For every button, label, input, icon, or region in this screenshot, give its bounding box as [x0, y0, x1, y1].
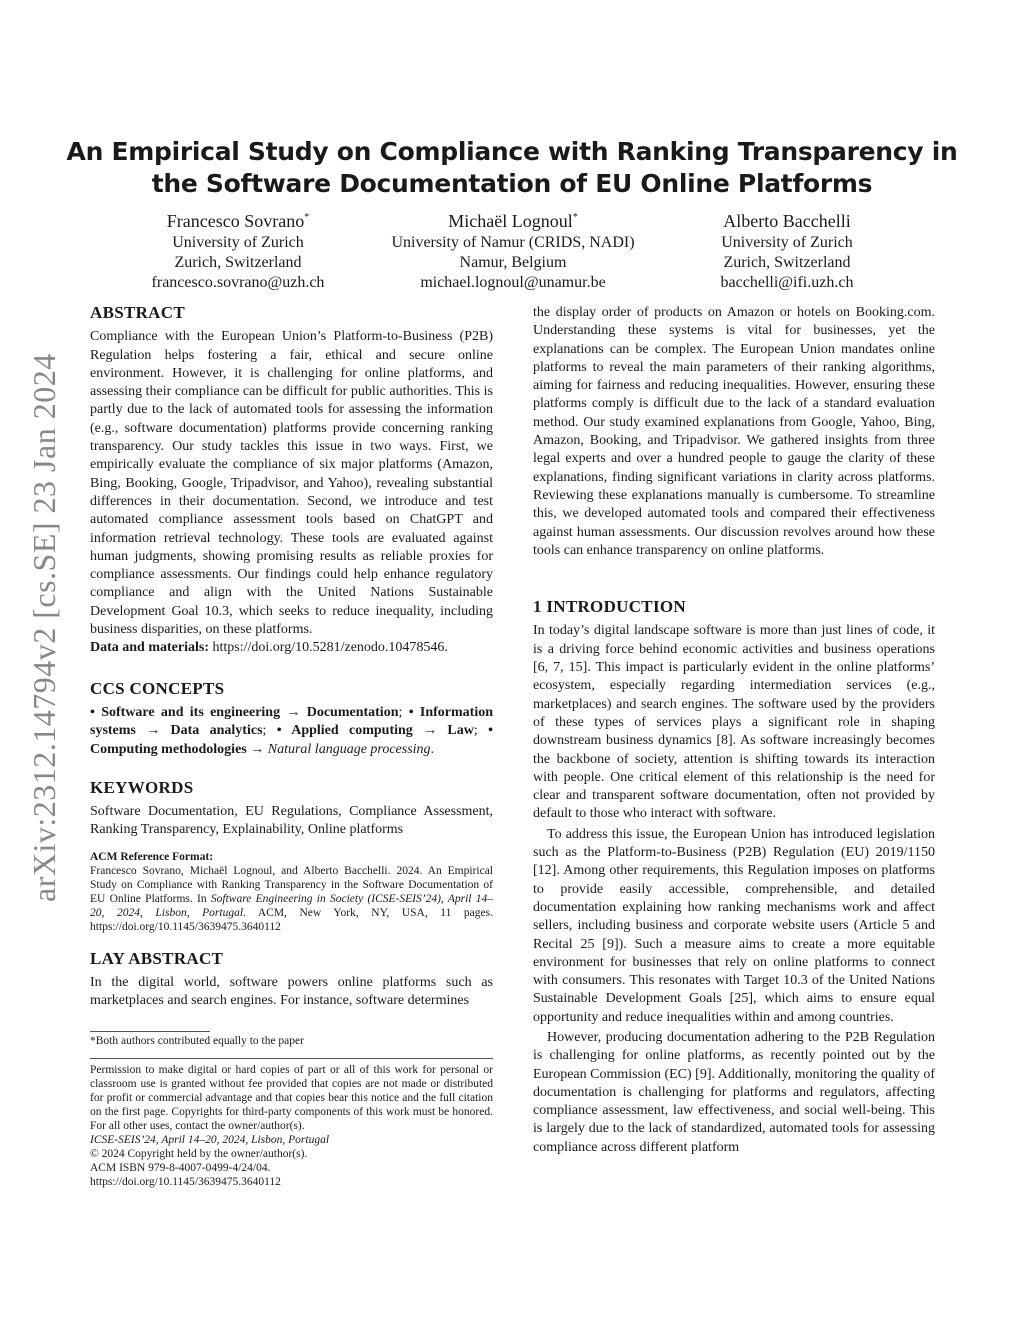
lay-abstract-heading: LAY ABSTRACT: [90, 948, 224, 968]
acm-reference-text: Francesco Sovrano, Michaël Lognoul, and Alberto Bacchelli. 2024. An Empirical Study on Compliance with Ranking Transparency in the Software Documentation of EU Online Platforms. In Software Engineering in Society (ICSE-SEIS’24), April 14–20, 2024, Lisbon, Portugal. ACM, New York, NY, USA, 11 pages. https://doi.org/10.1145/3639475.3640112: [90, 864, 494, 933]
intro-paragraph-1: In today’s digital landscape software is more than just lines of code, it is a driving force behind economic activities and business operations [6, 7, 15]. This impact is particularly evident in the online platforms’ ecosystem, especially regarding intermediation services (e.g., marketplaces) and search engines. The software used by the providers of these types of services plays a significant role in shaping downstream business dynamics [8]. As software increasingly becomes the backbone of society, attention is shifting towards its interaction with people. One critical element of this relationship is the need for clear and transparent software documentation, often not provided by default to those who interact with software.: [533, 623, 935, 822]
arxiv-identifier: arXiv:2312.14794v2 [cs.SE] 23 Jan 2024: [26, 353, 62, 902]
author-email[interactable]: francesco.sovrano@uzh.ch: [151, 274, 325, 291]
right-column: [533, 304, 935, 1157]
title-line-2: the Software Documentation of EU Online Platforms: [151, 169, 873, 198]
footnote: *Both authors contributed equally to the paper: [90, 1035, 304, 1047]
author-name: Alberto Bacchelli: [723, 211, 851, 231]
author-location: Zurich, Switzerland: [723, 254, 851, 271]
author-block-2: [372, 210, 654, 293]
lay-abstract-text-continued: the display order of products on Amazon or hotels on Booking.com. Understanding these systems is vital for businesses, yet the explanations can be complex. The European Union mandates online platforms to reveal the main parameters of their ranking algorithms, aiming for fairness and reducing inequalities. However, ensuring these platforms comply is difficult due to the lack of a standard evaluation method. Our study examined explanations from Google, Yahoo, Bing, Amazon, Booking, and Tripadvisor. We gathered insights from three legal experts and over a hundred people to gauge the clarity of these explanations, finding significant variations in clarity across platforms. Reviewing these explanations manually is cumbersome. To streamline this, we developed automated tools and compared their effectiveness against human assessments. Our discussion revolves around how these tools can enhance transparency on online platforms.: [533, 305, 935, 558]
paper-title: [60, 136, 964, 200]
author-email[interactable]: bacchelli@ifi.uzh.ch: [720, 274, 854, 291]
author-name: Michaël Lognoul*: [448, 211, 578, 231]
permission-rule: [90, 1058, 493, 1059]
abstract-heading: ABSTRACT: [90, 303, 185, 322]
author-block-1: [118, 210, 358, 293]
author-location: Namur, Belgium: [459, 254, 567, 271]
data-availability: [90, 639, 493, 657]
left-column: [90, 304, 493, 1011]
author-affiliation: University of Zurich: [721, 234, 853, 251]
keywords-heading: KEYWORDS: [90, 777, 194, 797]
data-label: Data and materials:: [90, 640, 209, 656]
isbn: ACM ISBN 979-8-4007-0499-4/24/04.: [90, 1162, 271, 1174]
author-block-3: [682, 210, 892, 293]
data-url[interactable]: https://doi.org/10.5281/zenodo.10478546.: [212, 640, 448, 656]
abstract-text: Compliance with the European Union’s Platform-to-Business (P2B) Regulation helps fostering a fair, ethical and secure online environment. However, it is challenging for online platforms, and assessing their compliance can be difficult for public authorities. This is partly due to the lack of automated tools for assessing the information (e.g., software documentation) platforms provide concerning ranking transparency. Our study tackles this issue in two ways. First, we empirically evaluate the compliance of six major platforms (Amazon, Bing, Booking, Google, Tripadvisor, and Yahoo), revealing substantial differences in their documentation. Second, we introduce and test automated compliance assessment tools based on ChatGPT and information retrieval technology. These tools are evaluated against human judgments, showing promising results as reliable proxies for compliance assessments. Our findings could help enhance regulatory compliance and align with the United Nations Sustainable Development Goal 10.3, which seeks to reduce inequality, including business disparities, on these platforms.: [90, 329, 493, 638]
author-affiliation: University of Namur (CRIDS, NADI): [391, 234, 635, 251]
ccs-heading: CCS CONCEPTS: [90, 678, 225, 698]
lay-abstract-text-start: In the digital world, software powers online platforms such as marketplaces and search engines. For instance, software determines: [90, 975, 493, 1009]
title-line-1: An Empirical Study on Compliance with Ranking Transparency in: [66, 137, 958, 166]
author-location: Zurich, Switzerland: [174, 254, 302, 271]
author-email[interactable]: michael.lognoul@unamur.be: [420, 274, 606, 291]
ccs-concepts: • Software and its engineering → Documentation; • Information systems → Data analytics; • Applied computing → Law; • Computing methodologies → Natural language processing.: [90, 704, 494, 757]
introduction-heading: 1 INTRODUCTION: [533, 597, 686, 617]
copyright-notice: © 2024 Copyright held by the owner/author(s).: [90, 1148, 308, 1160]
author-affiliation: University of Zurich: [172, 234, 304, 251]
acm-reference: [90, 850, 493, 934]
intro-paragraph-3: However, producing documentation adhering to the P2B Regulation is challenging for online platforms, as recently pointed out by the European Commission (EC) [9]. Additionally, monitoring the quality of documentation is challenging for platforms and regulators, affecting compliance assessment, law effectiveness, and social well-being. This is largely due to the lack of standardized, automated tools for assessing compliance across different platform: [533, 1029, 935, 1155]
conference-venue: ICSE-SEIS’24, April 14–20, 2024, Lisbon, Portugal: [90, 1134, 330, 1146]
keywords-text: Software Documentation, EU Regulations, Compliance Assessment, Ranking Transparency, Explainability, Online platforms: [90, 804, 493, 838]
doi-link[interactable]: https://doi.org/10.1145/3639475.3640112: [90, 1176, 281, 1188]
permission-block: [90, 1063, 493, 1189]
footnote-rule: [90, 1031, 210, 1032]
intro-paragraph-2: To address this issue, the European Union has introduced legislation such as the Platform-to-Business (P2B) Regulation (EU) 2019/1150 [12]. Among other requirements, this Regulation imposes on platforms to provide easily accessible, comprehensible, and detailed documentation explaining how ranking mechanisms work and affect sellers, including business and corporate website users (Article 5 and Recital 25 [9]). Such a measure aims to create a more equitable environment for businesses that rely on online platforms to connect with consumers. This resonates with Target 10.3 of the United Nations Sustainable Development Goals [25], which aims to ensure equal opportunity and reduce inequalities within and among countries.: [533, 826, 935, 1025]
permission-text: Permission to make digital or hard copies of part or all of this work for personal or classroom use is granted without fee provided that copies are not made or distributed for profit or commercial advantage and that copies bear this notice and the full citation on the first page. Copyrights for third-party components of this work must be honored. For all other uses, contact the owner/author(s).: [90, 1064, 493, 1132]
acm-reference-heading: ACM Reference Format:: [90, 850, 214, 863]
author-name: Francesco Sovrano*: [166, 211, 310, 231]
